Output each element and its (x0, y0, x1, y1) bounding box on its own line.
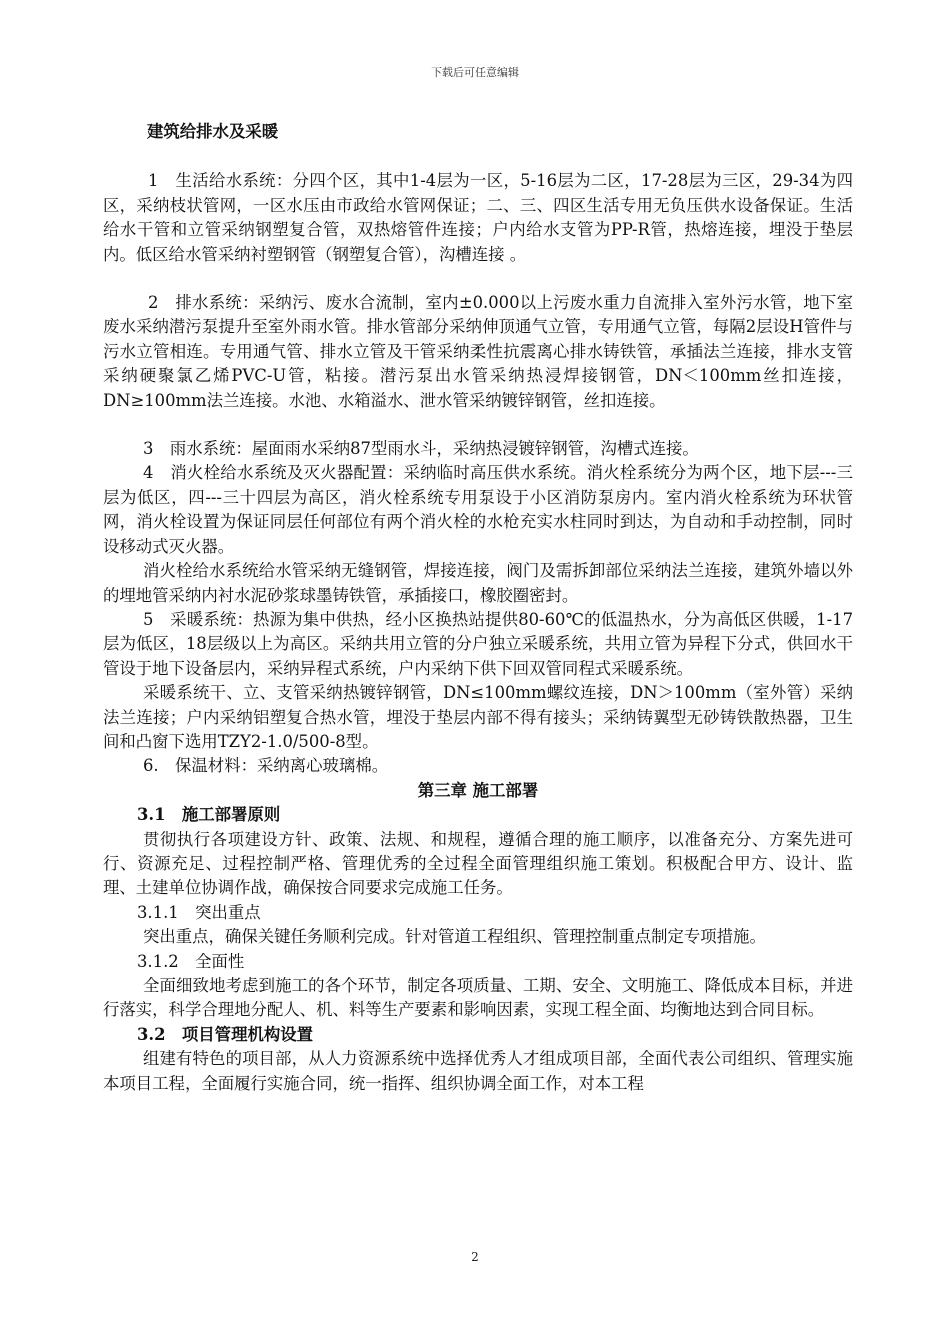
section-3-1-2-title: 3.1.2 全面性 (137, 951, 245, 971)
paragraph-rainwater: 3 雨水系统：屋面雨水采纳87型雨水斗，采纳热浸镀锌钢管，沟槽式连接。 (143, 439, 699, 459)
paragraph-insulation: 6. 保温材料：采纳离心玻璃棉。 (143, 756, 389, 776)
section-title: 建筑给排水及采暖 (147, 122, 279, 141)
page-content (103, 120, 853, 1096)
page-header-note: 下载后可任意编辑 (431, 66, 519, 79)
paragraph-drainage: 2 排水系统：采纳污、废水合流制，室内±0.000以上污废水重力自流排入室外污水管，地下室废水采纳潜污泵提升至室外雨水管。排水管部分采纳伸顶通气立管，专用通气立管，每隔2层设H管件与污水立管相连。专用通气管、排水立管及干管采纳柔性抗震离心排水铸铁管，承插法兰连接，排水支管采纳硬聚氯乙烯PVC-U管，粘接。潜污泵出水管采纳热浸焊接钢管，DN＜100mm丝扣连接，DN≥100mm法兰连接。水池、水箱溢水、泄水管采纳镀锌钢管，丝扣连接。 (103, 293, 853, 410)
section-3-1-1-text: 突出重点，确保关键任务顺利完成。针对管道工程组织、管理控制重点制定专项措施。 (143, 927, 766, 947)
section-3-1-2-text: 全面细致地考虑到施工的各个环节，制定各项质量、工期、安全、文明施工、降低成本目标，并进行落实，科学合理地分配人、机、料等生产要素和影响因素，实现工程全面、均衡地达到合同目标。 (103, 976, 853, 1020)
paragraph-water-supply: 1 生活给水系统：分四个区，其中1-4层为一区，5-16层为二区，17-28层为三区，29-34为四区，采纳枝状管网，一区水压由市政给水管网保证；二、三、四区生活专用无负压供水设备保证。生活给水干管和立管采纳钢塑复合管，双热熔管件连接；户内给水支管为PP-R管，热熔连接，埋没于垫层内。低区给水管采纳衬塑钢管（钢塑复合管），沟槽连接 。 (103, 171, 853, 264)
page-number: 2 (471, 1250, 479, 1264)
paragraph-heating: 5 采暖系统：热源为集中供热，经小区换热站提供80-60℃的低温热水，分为高低区供暖，1-17层为低区，18层级以上为高区。采纳共用立管的分户独立采暖系统，共用立管为异程下分式，供回水干管设于地下设备层内，采纳异程式系统，户内采纳下供下回双管同程式采暖系统。 (103, 609, 853, 678)
section-3-1-title: 3.1 施工部署原则 (137, 805, 281, 825)
chapter-title: 第三章 施工部署 (417, 780, 539, 800)
paragraph-fire-hydrant: 4 消火栓给水系统及灭火器配置：采纳临时高压供水系统。消火栓系统分为两个区，地下层---三层为低区，四---三十四层为高区，消火栓系统专用泵设于小区消防泵房内。室内消火栓系统为环状管网，消火栓设置为保证同层任何部位有两个消火栓的水枪充实水柱同时到达，为自动和手动控制，同时设移动式灭火器。 (103, 463, 853, 556)
paragraph-heating-pipes: 采暖系统干、立、支管采纳热镀锌钢管，DN≤100mm螺纹连接，DN＞100mm（室外管）采纳法兰连接；户内采纳铝塑复合热水管，埋没于垫层内部不得有接头；采纳铸翼型无砂铸铁散热器，卫生间和凸窗下选用TZY2-1.0/500-8型。 (103, 683, 853, 751)
section-3-1-1-title: 3.1.1 突出重点 (137, 902, 261, 922)
paragraph-fire-hydrant-pipes: 消火栓给水系统给水管采纳无缝钢管，焊接连接，阀门及需拆卸部位采纳法兰连接，建筑外墙以外的埋地管采纳内衬水泥砂浆球墨铸铁管，承插接口，橡胶圈密封。 (103, 561, 853, 605)
section-3-2-text: 组建有特色的项目部，从人力资源系统中选择优秀人才组成项目部，全面代表公司组织、管理实施本项目工程，全面履行实施合同，统一指挥、组织协调全面工作，对本工程 (103, 1049, 853, 1093)
section-3-2-title: 3.2 项目管理机构设置 (137, 1024, 314, 1044)
section-3-1-text: 贯彻执行各项建设方针、政策、法规、和规程，遵循合理的施工顺序，以准备充分、方案先进可行、资源充足、过程控制严格、管理优秀的全过程全面管理组织施工策划。积极配合甲方、设计、监理、土建单位协调作战，确保按合同要求完成施工任务。 (103, 829, 853, 898)
